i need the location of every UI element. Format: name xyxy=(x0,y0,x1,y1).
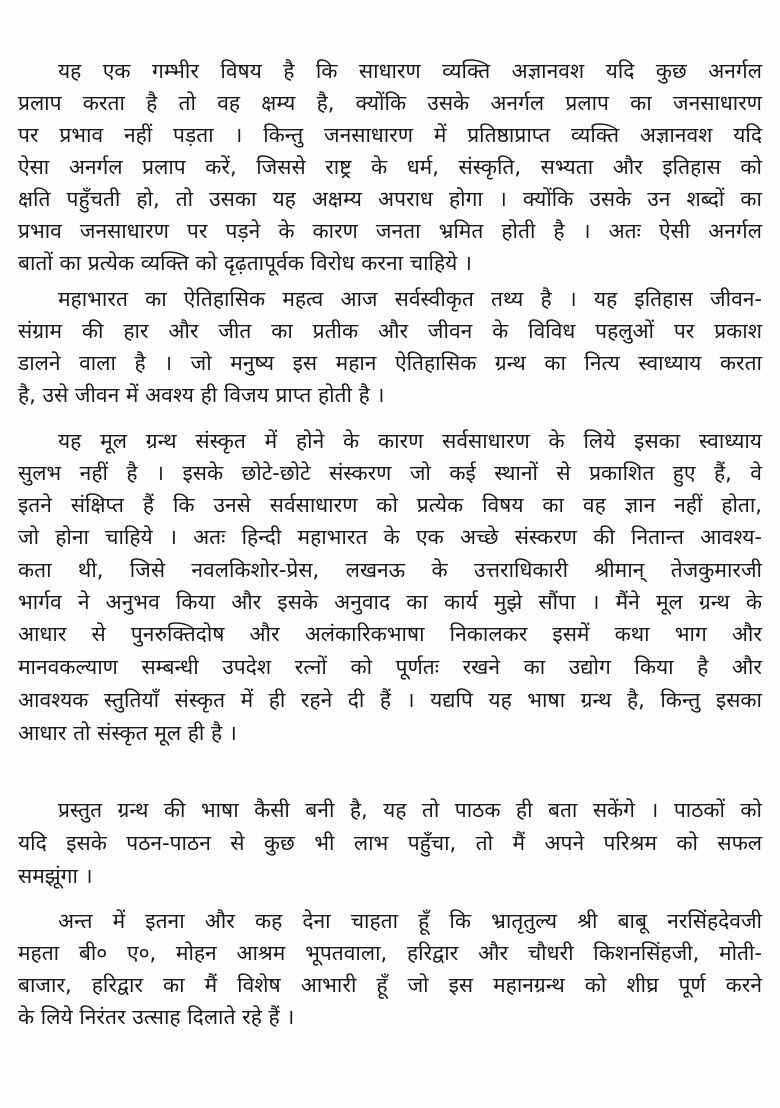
text-line: भार्गव ने अनुभव किया और इसके अनुवाद का कार्य मुझे सौंपा । मैंने मूल ग्रन्थ के xyxy=(18,590,762,614)
text-line: मानवकल्याण सम्बन्धी उपदेश रत्नों को पूर्णतः रखने का उद्योग किया है और xyxy=(18,655,762,679)
text-line: बातों का प्रत्येक व्यक्ति को दृढ़तापूर्वक विरोध करना चाहिये । xyxy=(18,251,472,275)
text-line: ऐसा अनर्गल प्रलाप करें, जिससे राष्ट्र के धर्म, संस्कृति, सभ्यता और इतिहास को xyxy=(18,155,762,179)
text-line: सुलभ नहीं है । इसके छोटे-छोटे संस्करण जो कई स्थानों से प्रकाशित हुए हैं, वे xyxy=(18,461,762,485)
text-line: प्रभाव जनसाधारण पर पड़ने के कारण जनता भ्रमित होती है । अतः ऐसी अनर्गल xyxy=(18,219,762,243)
text-line: इतने संक्षिप्त हैं कि उनसे सर्वसाधारण को प्रत्येक विषय का वह ज्ञान नहीं होता, xyxy=(18,493,762,517)
text-line: जो होना चाहिये । अतः हिन्दी महाभारत के एक अच्छे संस्करण की नितान्त आवश्य- xyxy=(18,525,762,549)
text-line: प्रलाप करता है तो वह क्षम्य है, क्योंकि उसके अनर्गल प्रलाप का जनसाधारण xyxy=(18,91,762,115)
text-line: आधार तो संस्कृत मूल ही है । xyxy=(18,721,237,745)
text-line: आधार से पुनरुक्तिदोष और अलंकारिकभाषा निकालकर इसमें कथा भाग और xyxy=(18,622,762,646)
text-line: कता थी, जिसे नवलकिशोर-प्रेस, लखनऊ के उत्तराधिकारी श्रीमान् तेजकुमारजी xyxy=(18,558,762,582)
text-line: पर प्रभाव नहीं पड़ता । किन्तु जनसाधारण में प्रतिष्ठाप्राप्त व्यक्ति अज्ञानवश यदि xyxy=(18,123,762,147)
text-line: संग्राम की हार और जीत का प्रतीक और जीवन के विविध पहलुओं पर प्रकाश xyxy=(18,319,762,343)
text-line: यह एक गम्भीर विषय है कि साधारण व्यक्ति अज्ञानवश यदि कुछ अनर्गल xyxy=(58,59,762,83)
text-line: समझूंगा । xyxy=(18,864,93,888)
text-line: बाजार, हरिद्वार का मैं विशेष आभारी हूँ जो इस महानग्रन्थ को शीघ्र पूर्ण करने xyxy=(18,973,762,997)
text-line: महाभारत का ऐतिहासिक महत्व आज सर्वस्वीकृत तथ्य है । यह इतिहास जीवन- xyxy=(58,287,762,311)
text-line: महता बी० ए०, मोहन आश्रम भूपतवाला, हरिद्वार और चौधरी किशनसिंहजी, मोती- xyxy=(18,941,762,965)
text-line: आवश्यक स्तुतियाँ संस्कृत में ही रहने दी हैं । यद्यपि यह भाषा ग्रन्थ है, किन्तु इसका xyxy=(18,688,762,712)
text-line: है, उसे जीवन में अवश्य ही विजय प्राप्त होती है । xyxy=(18,383,385,407)
text-line: प्रस्तुत ग्रन्थ की भाषा कैसी बनी है, यह तो पाठक ही बता सकेंगे । पाठकों को xyxy=(58,798,762,822)
text-line: यदि इसके पठन-पाठन से कुछ भी लाभ पहुँचा, तो मैं अपने परिश्रम को सफल xyxy=(18,831,762,855)
text-line: अन्त में इतना और कह देना चाहता हूँ कि भ्रातृतुल्य श्री बाबू नरसिंहदेवजी xyxy=(58,909,762,933)
text-line: यह मूल ग्रन्थ संस्कृत में होने के कारण सर्वसाधारण के लिये इसका स्वाध्याय xyxy=(58,429,762,453)
text-line: के लिये निरंतर उत्साह दिलाते रहे हैं । xyxy=(18,1005,295,1029)
text-line: डालने वाला है । जो मनुष्य इस महान ऐतिहासिक ग्रन्थ का नित्य स्वाध्याय करता xyxy=(18,351,762,375)
text-line: क्षति पहुँचती हो, तो उसका यह अक्षम्य अपराध होगा । क्योंकि उसके उन शब्दों का xyxy=(18,187,762,211)
